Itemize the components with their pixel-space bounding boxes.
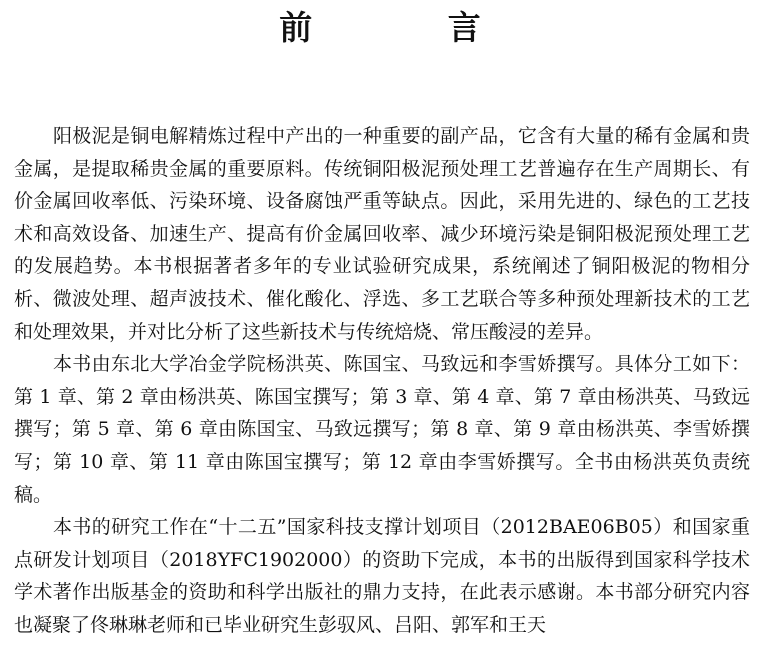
paragraph-2: 本书由东北大学冶金学院杨洪英、陈国宝、马致远和李雪娇撰写。具体分工如下：第 1 章、第 2 章由杨洪英、陈国宝撰写；第 3 章、第 4 章、第 7 章由杨洪英、马致远撰写；第 5 章、第 6 章由陈国宝、马致远撰写；第 8 章、第 9 章由杨洪英、李雪娇撰写；第 10 章、第 11 章由陈国宝撰写；第 12 章由李雪娇撰写。全书由杨洪英负责统稿。 <box>14 353 750 506</box>
paragraph-1: 阳极泥是铜电解精炼过程中产出的一种重要的副产品，它含有大量的稀有金属和贵金属，是提取稀贵金属的重要原料。传统铜阳极泥预处理工艺普遍存在生产周期长、有价金属回收率低、污染环境、设备腐蚀严重等缺点。因此，采用先进的、绿色的工艺技术和高效设备、加速生产、提高有价金属回收率、减少环境污染是铜阳极泥预处理工艺的发展趋势。本书根据著者多年的专业试验研究成果，系统阐述了铜阳极泥的物相分析、微波处理、超声波技术、催化酸化、浮选、多工艺联合等多种预处理新技术的工艺和处理效果，并对比分析了这些新技术与传统焙烧、常压酸浸的差异。 <box>14 125 750 343</box>
paragraph-3: 本书的研究工作在“十二五”国家科技支撑计划项目（2012BAE06B05）和国家重点研发计划项目（2018YFC1902000）的资助下完成，本书的出版得到国家科学技术学术著作出版基金的资助和科学出版社的鼎力支持，在此表示感谢。本书部分研究内容也凝聚了佟琳琳老师和已毕业研究生彭驭风、吕阳、郭军和王天 <box>14 516 750 636</box>
preface-body <box>14 120 750 664</box>
page-title: 前 言 <box>279 8 543 47</box>
